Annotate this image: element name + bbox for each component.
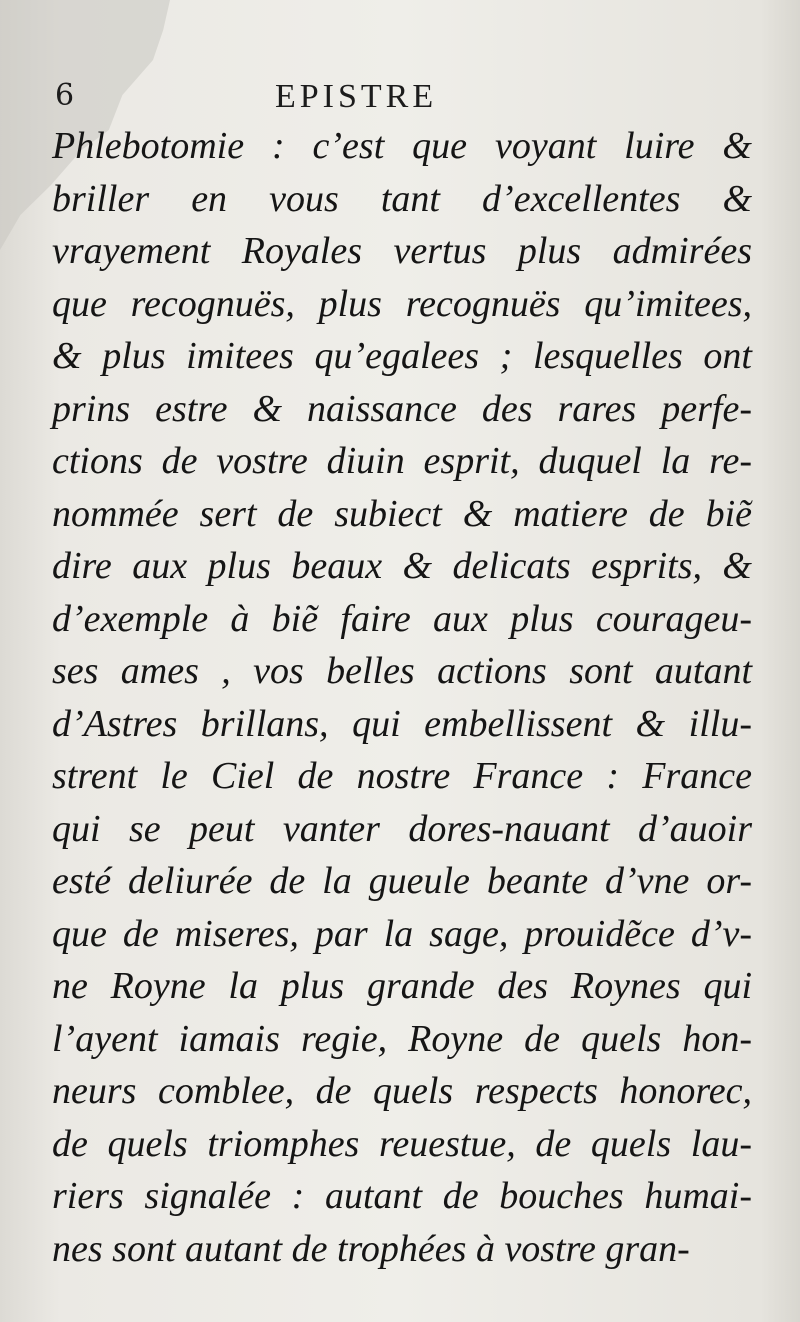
text-line: Phlebotomie : c’est que voyant luire & [52, 125, 752, 167]
text-line: neurs comblee, de quels respects honorec, [52, 1070, 752, 1112]
body-text [52, 120, 752, 1275]
text-line: ne Royne la plus grande des Roynes qui [52, 965, 752, 1007]
text-line: briller en vous tant d’excellentes & [52, 177, 752, 220]
text-line: l’ayent iamais regie, Royne de quels hon- [52, 1017, 752, 1060]
text-line: strent le Ciel de nostre France : France [52, 755, 752, 797]
text-line: prins estre & naissance des rares perfe- [52, 387, 752, 430]
text-line: nommée sert de subiect & matiere de biẽ [52, 492, 752, 535]
text-line: & plus imitees qu’egalees ; lesquelles ont [52, 335, 752, 377]
text-line: dire aux plus beaux & delicats esprits, & [52, 545, 752, 587]
text-line: ses ames , vos belles actions sont autant [52, 650, 752, 692]
running-head: EPISTRE [275, 78, 438, 115]
text-line: qui se peut vanter dores-nauant d’auoir [52, 807, 752, 850]
text-line: d’exemple à biẽ faire aux plus courageu- [52, 597, 752, 640]
text-line: riers signalée : autant de bouches humai- [52, 1175, 752, 1217]
page-header [0, 78, 800, 118]
text-line: esté deliurée de la gueule beante d’vne or- [52, 860, 752, 902]
text-line: que de miseres, par la sage, prouidẽce d’v- [52, 912, 752, 955]
text-line: que recognuës, plus recognuës qu’imitees, [52, 282, 752, 325]
text-line: de quels triomphes reuestue, de quels lau- [52, 1122, 752, 1165]
text-line: nes sont autant de trophées à vostre gran- [52, 1227, 690, 1270]
text-line: d’Astres brillans, qui embellissent & illu- [52, 702, 752, 745]
page-number: 6 [55, 78, 75, 113]
text-line: ctions de vostre diuin esprit, duquel la re- [52, 440, 752, 482]
text-line: vrayement Royales vertus plus admirées [52, 230, 752, 272]
